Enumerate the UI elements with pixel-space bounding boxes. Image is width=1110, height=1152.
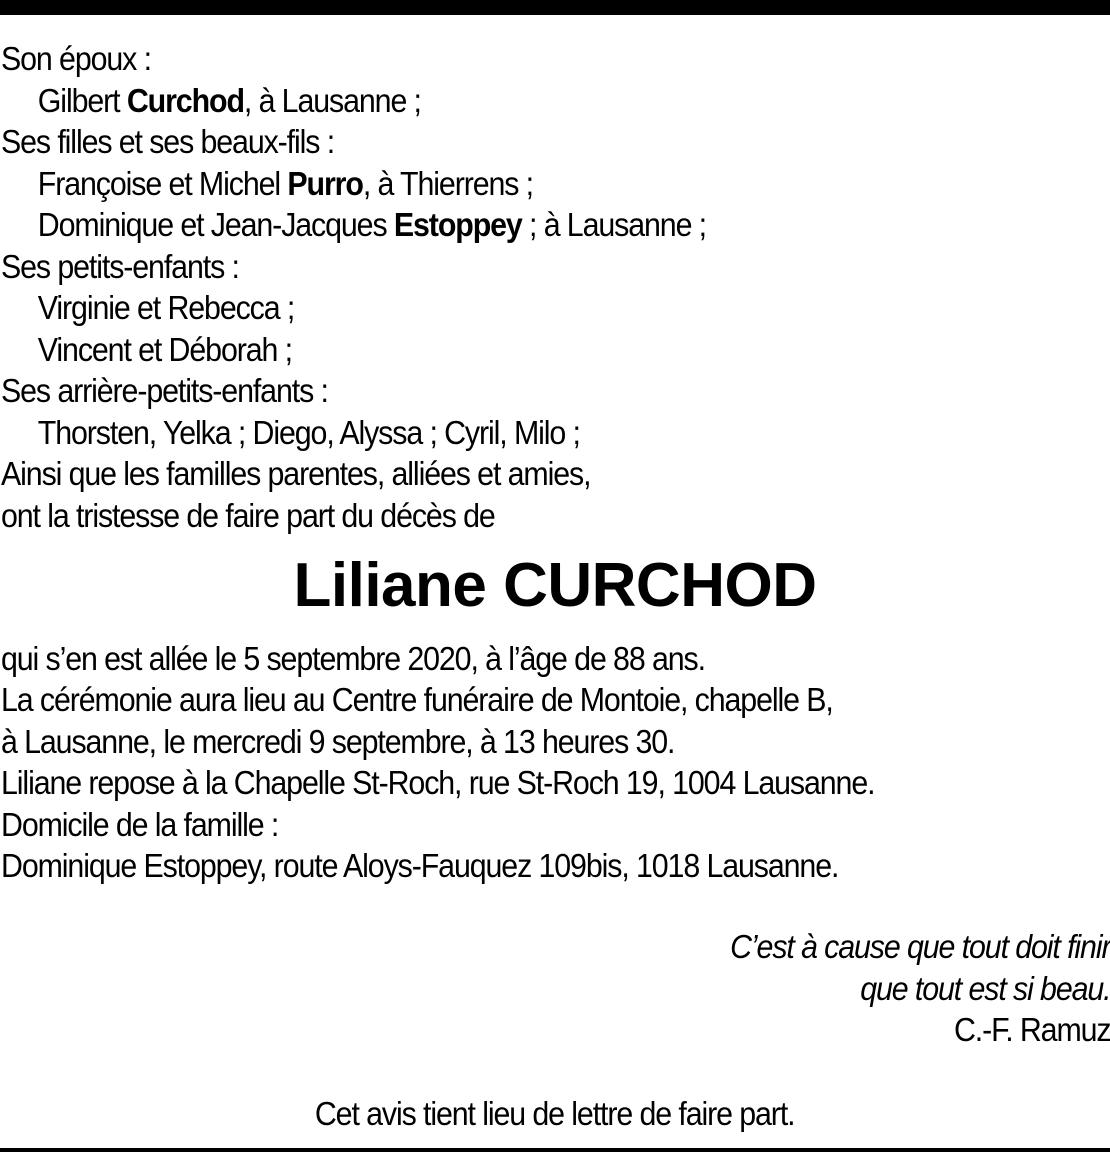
daughter-2-prefix: Dominique et Jean-Jacques <box>37 206 394 243</box>
top-rule <box>0 0 1110 15</box>
details-line: La cérémonie aura lieu au Centre funéraire de Montoie, chapelle B, <box>1 681 833 719</box>
relatives-line: Ainsi que les familles parentes, alliées et amies, <box>1 455 591 492</box>
details-block <box>1 638 874 886</box>
details-line: à Lausanne, le mercredi 9 septembre, à 13 heures 30. <box>1 722 675 760</box>
grandchildren-line: Vincent et Déborah ; <box>37 330 292 368</box>
spouse-suffix: , à Lausanne ; <box>243 81 421 119</box>
grandchildren-heading: Ses petits-enfants : <box>1 247 239 285</box>
details-line: qui s’en est allée le 5 septembre 2020, à l’âge de 88 ans. <box>1 640 705 677</box>
spouse-prefix: Gilbert <box>37 81 127 119</box>
family-list <box>1 38 706 536</box>
daughter-1-prefix: Françoise et Michel <box>37 164 288 202</box>
spouse-line <box>1 80 706 122</box>
deceased-name: Liliane CURCHOD <box>293 551 817 620</box>
announcement-line: ont la tristesse de faire part du décès de <box>1 496 495 534</box>
quote-line: que tout est si beau. <box>859 969 1110 1007</box>
grandchildren-line: Virginie et Rebecca ; <box>37 289 295 326</box>
great-grandchildren-line: Thorsten, Yelka ; Diego, Alyssa ; Cyril, Milo ; <box>37 413 580 451</box>
daughters-heading: Ses filles et ses beaux-fils : <box>1 123 335 160</box>
daughter-1-surname: Purro <box>287 164 363 202</box>
notice-line <box>0 1093 1110 1134</box>
daughter-2-suffix: ; à Lausanne ; <box>521 206 707 243</box>
daughter-1-suffix: , à Thierrens ; <box>362 164 534 202</box>
spouse-heading: Son époux : <box>1 40 151 77</box>
details-line: Liliane repose à la Chapelle St-Roch, rue St-Roch 19, 1004 Lausanne. <box>1 764 875 802</box>
details-line: Domicile de la famille : <box>1 805 279 843</box>
quote-author: C.-F. Ramuz <box>953 1011 1110 1048</box>
bottom-rule <box>0 1148 1110 1152</box>
spouse-surname: Curchod <box>126 81 244 119</box>
great-grandchildren-heading: Ses arrière-petits-enfants : <box>1 372 328 409</box>
quote-line: C’est à cause que tout doit finir <box>729 928 1110 965</box>
daughter-2-line <box>1 204 706 246</box>
daughter-2-surname: Estoppey <box>393 206 522 243</box>
notice-text: Cet avis tient lieu de lettre de faire part. <box>315 1095 795 1132</box>
daughter-1-line <box>1 163 706 205</box>
details-line: Dominique Estoppey, route Aloys-Fauquez 109bis, 1018 Lausanne. <box>1 847 839 885</box>
quote-block <box>730 926 1110 1051</box>
